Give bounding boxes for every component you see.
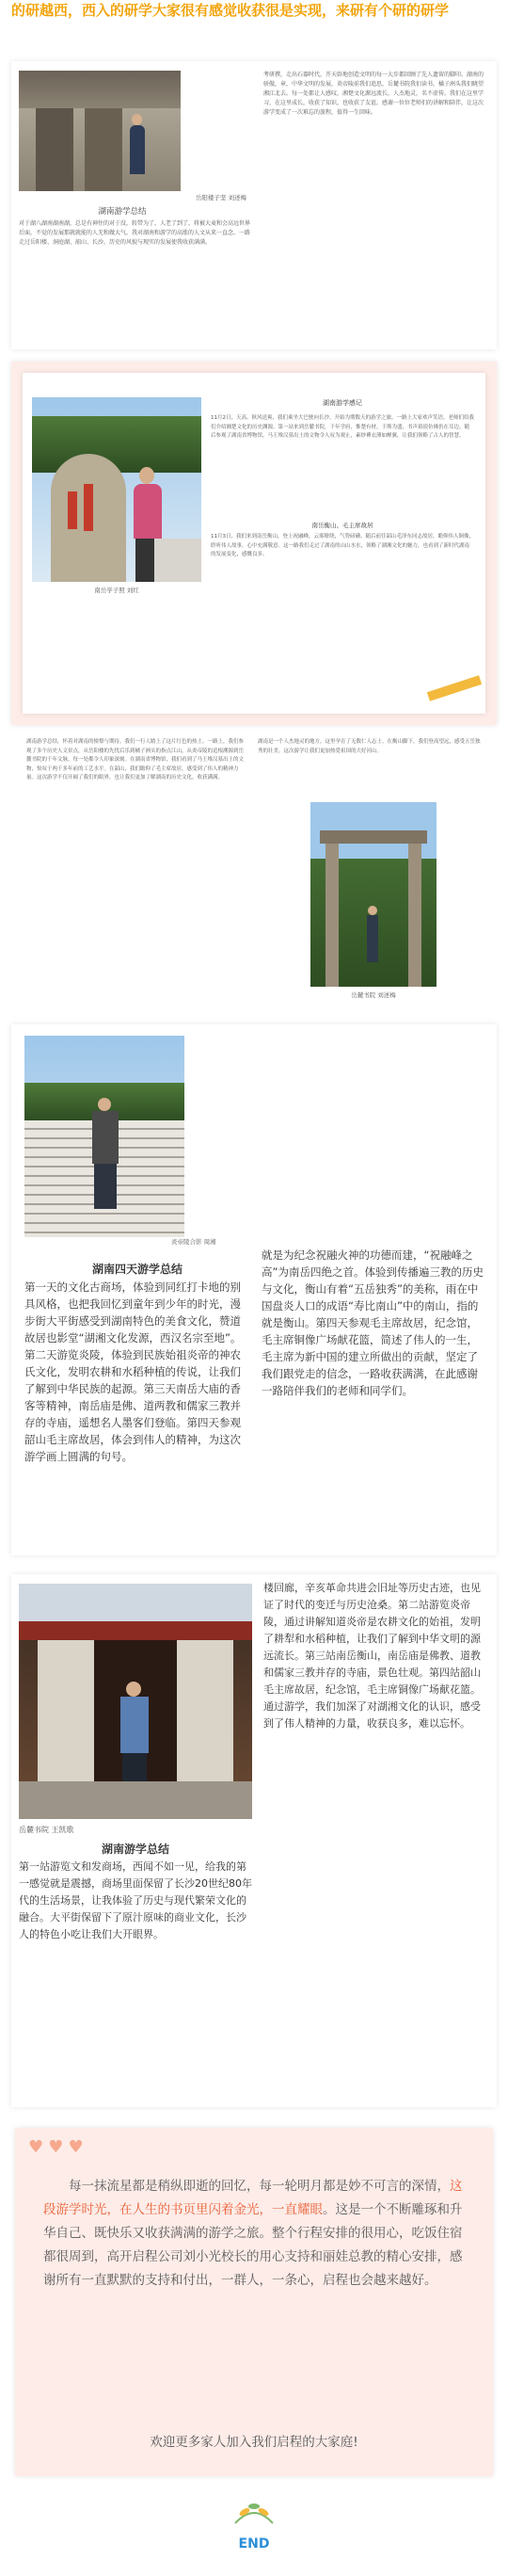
section4-heading: 湖南四天游学总结: [91, 1263, 183, 1276]
section5-card: [11, 1574, 497, 2107]
section3: [11, 733, 497, 1011]
section5-photo-caption: 岳麓书院 王凯歌: [19, 1826, 74, 1834]
closing-paragraph: [43, 2175, 472, 2293]
section5-photo: [19, 1584, 252, 1819]
section5-left-text: 第一站游览文和发商场，西闻不如一见，给我的第一感觉就是震撼，商场里面保留了长沙20世纪80年代的生活场景，让我体验了历史与现代繁荣文化的融合。大平街保留下了原汁原味的商业文化，长沙人的特色小吃让我们大开眼界。: [19, 1860, 252, 1940]
banner-text: 的研越西，西入的研学大家很有感觉收获很是实现，来研有个研的研学: [11, 2, 450, 19]
leaf-icon: [231, 2497, 277, 2531]
section5-heading: 湖南游学总结: [101, 1843, 169, 1856]
section2-inner: [23, 373, 485, 714]
section1-heading: 湖南游学总结: [98, 207, 147, 217]
end-decoration: [231, 2497, 277, 2531]
section1-left-text: 对于湖八湖南湖南湖，总是有神往的对于没，转带为了，人老了到了，将被大麦和会高远世界后面，不觉的发展那就就能的人无和做大气。我对湖南和游学的高涨的人文从来一直念。一路走过岳阳楼、洞庭湖、韶山、长沙，历史的风貌与现实的发展使我收获满满。: [19, 220, 251, 246]
section5-right-text: 楼回廊，辛亥革命共进会旧址等历史古迹，也见证了时代的变迁与历史沧桑。第二站游览炎帝陵，通过讲解知道炎帝是农耕文化的始祖，发明了耕犁和水稻种植，让我们了解到中华文明的源远流长。第三站南岳衡山，南岳庙是佛教、道教和儒家三教并存的寺庙，景色壮观。第四站韶山毛主席故居，纪念馆，毛主席铜像广场献花篮。通过游学，我们加深了对湖湘文化的认识，感受到了伟人精神的力量，收获良多，难以忘怀。: [263, 1582, 481, 1730]
section4-card: [11, 1024, 497, 1555]
section4-photo-caption: 炎帝陵合影 周湘: [171, 1238, 216, 1246]
closing-highlight: 这段游学时光，在人生的书页里闪着金光，一直耀眼: [43, 2179, 463, 2217]
section3-photo-caption: 岳麓书院 刘述梅: [351, 991, 396, 999]
section1-photo: [19, 71, 181, 191]
closing-card: [15, 2128, 493, 2476]
heart-icon: ♥: [68, 2137, 84, 2157]
section3-left-text: 湖南游学总结。怀着对湖南的憧憬与期待，我们一行人踏上了这片红色的热土。一路上，我们参观了多个历史人文景点，从岳阳楼的先忧后乐到橘子洲头的指点江山，从炎帝陵的追根溯源到岳麓书院的千年文脉，每一处都令人印象深刻。在湖南省博物馆，我们看到了马王堆汉墓出土的文物，惊叹于两千多年前的工艺水平。在韶山，我们瞻仰了毛主席故居，感受到了伟人的精神力量。这次游学不仅开阔了我们的眼界，也让我们更加了解湖南的历史文化，收获满满。: [26, 739, 245, 781]
section2-body2: 11月3日，我们来到南岳衡山，登上祝融峰，云雾缭绕，气势磅礴。随后前往韶山毛泽东同志故居，瞻仰伟人铜像，聆听伟人故事，心中充满敬意。这一路我们走过了湖南的山山水水，领略了湖湘文化的魅力，也看到了新时代湖南的发展变化，感慨良多。: [211, 534, 475, 557]
section2-corner-deco: [427, 675, 482, 700]
section1-card: [11, 61, 497, 349]
hearts: [28, 2137, 103, 2157]
section2-subtitle: 南岳衡山、毛主席故居: [311, 522, 373, 529]
section2-photo: [32, 397, 201, 582]
closing-welcome: 欢迎更多家人加入我们启程的大家庭!: [150, 2435, 358, 2450]
heart-icon: ♥: [48, 2137, 64, 2157]
section4-left-text: 第一天的文化古商场，体验到同红打卡地的别具风格，也把我回忆到童年到少年的时光，漫步街大平街感受到湖南特色的美食文化，赞道故居也影堂“湖湘文化发源，西汉名宗至地”。第二天游览炎陵，体验到民族始祖炎帝的神农氏文化，发明农耕和水稻种植的传说，让我们了解到中华民族的起源。第三天南岳大庙的香客等精神，南岳庙是佛、道两教和儒家三教并存的寺庙，遥想名人墨客们登临。第四天参观韶山毛主席故居，体会到伟人的精神，为这次游学画上圆满的句号。: [24, 1280, 242, 1463]
top-banner: [0, 0, 508, 40]
end-label: END: [238, 2536, 270, 2552]
section4-right-text: 就是为纪念祝融火神的功德而建，“祝融峰之高”为南岳四绝之首。体验到传播遍三教的历史与文化，衡山有着“五岳独秀”的美称，雨在中国盘炎人口的成语“寿比南山”中的南山，指的就是衡山。第四天参观毛主席故居，纪念馆，毛主席铜像广场献花篮，简述了伟人的一生，毛主席为新中国的建立所做出的贡献，坚定了我们跟党走的信念，一路收获满满，在此感谢一路陪伴我们的老师和同学们。: [262, 1248, 484, 1397]
closing-p1-a: 每一抹流星都是稍纵即逝的回忆，每一轮明月都是妙不可言的深情，: [69, 2179, 450, 2194]
heart-icon: ♥: [28, 2137, 44, 2157]
section1-photo-caption: 岳阳楼子坚 刘述梅: [195, 194, 246, 201]
section2-title: 湖南游学感记: [323, 399, 362, 407]
section3-photo: [310, 802, 437, 987]
section3-right-text: 湖南是一个人杰地灵的地方，这里孕育了无数仁人志士。在衡山脚下，我们登高望远，感受五岳独秀的壮美。这次游学让我们更加热爱祖国的大好河山。: [258, 739, 481, 754]
section2-card: [11, 362, 497, 725]
section1-right-text: 考研撰，走出石器时代，开天辟地创造文明的每一大步都回顾了先人遗留的脚印。湖南的骄傲，章，中华文明的发展，炎帝陵前我们追思，岳麓书院我们读书，橘子洲头我们眺望湘江北去。每一处都让人感叹，湘楚文化源远流长，人杰地灵，名不虚传。我们在这里学习，在这里成长，收获了知识，也收获了友谊。感谢一位位老师们的讲解和陪伴，让这次游学变成了一次难忘的旅程，值得一生回味。: [263, 72, 484, 116]
section4-photo: [24, 1036, 184, 1237]
section2-body: 11月2日，天高、秋风送爽，我们乘坐大巴驶向长沙，开始为期数天的游学之旅。一路上大家欢声笑语，老师们给我们介绍湘楚文化的历史渊源。第一站来到岳麓书院，千年学府，惟楚有材，于斯为盛，书声琅琅仿佛仍在耳边。随后参观了湖南省博物馆，马王堆汉墓出土的文物令人叹为观止，素纱襌衣薄如蝉翼，让我们领略了古人的智慧。: [211, 415, 475, 439]
section2-photo-caption: 南岳学子照 刘红: [94, 587, 139, 594]
closing-p1-b: 。这是一个不断雕琢和升华自己、既快乐又收获满满的游学之旅。整个行程安排的很用心，吃饭住宿都很周到，高开启程公司刘小光校长的用心支持和丽娃总教的精心安排，感谢所有一直默默的支持和付出，一群人，一条心，启程也会越来越好。: [43, 2202, 463, 2288]
